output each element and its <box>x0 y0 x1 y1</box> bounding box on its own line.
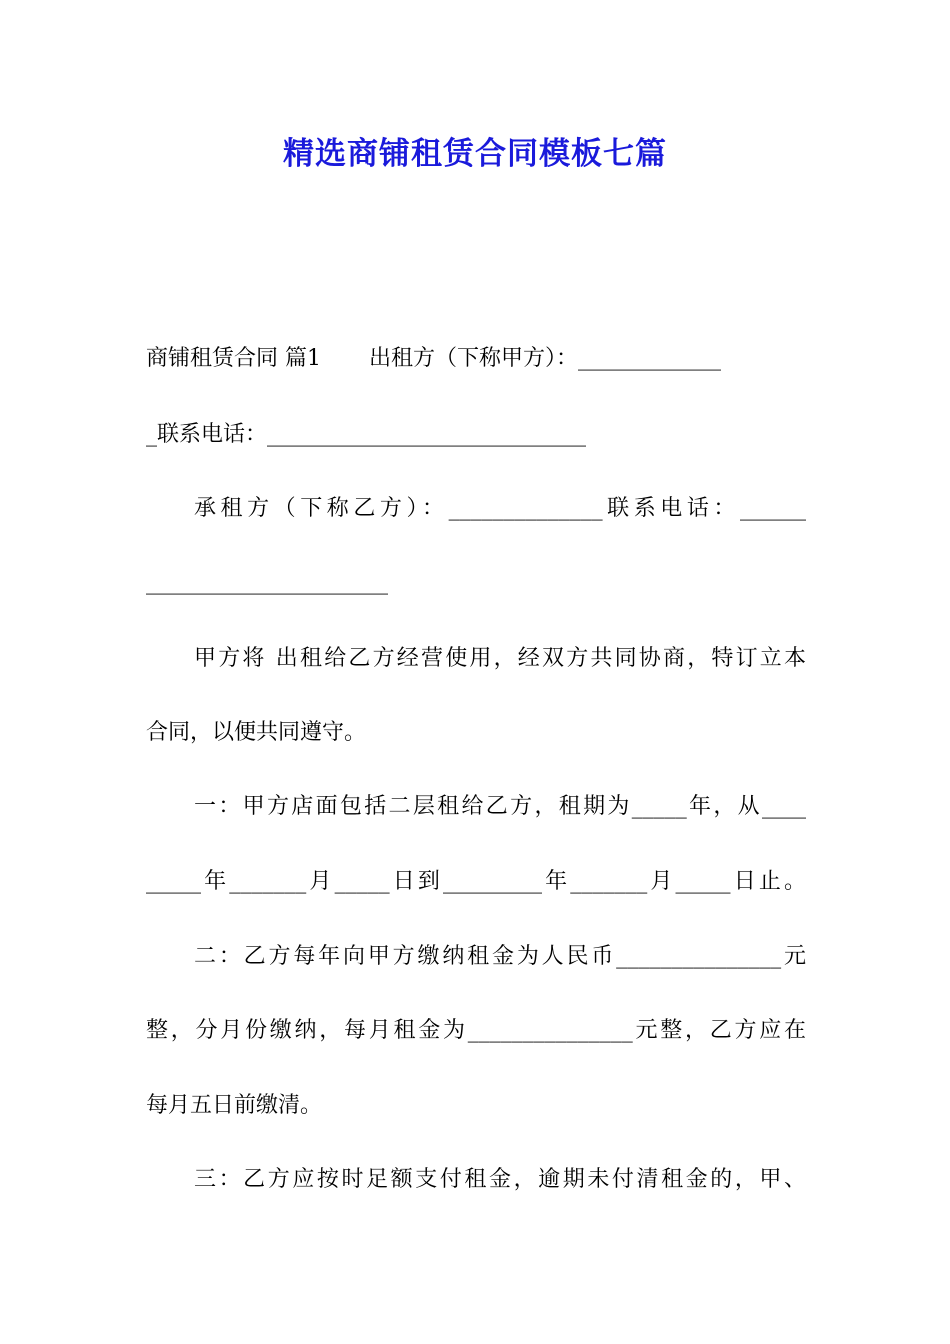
clause-1-line-1: 一：甲方店面包括二层租给乙方，租期为_____年，从____ <box>194 794 806 819</box>
lessee-line: 承租方（下称乙方）：______________联系电话：______ <box>194 496 806 521</box>
lessor-phone-line: _联系电话：_____________________________ <box>146 422 587 447</box>
contract-heading-line <box>146 343 806 375</box>
clause-3-line-1: 三：乙方应按时足额支付租金，逾期未付清租金的，甲、 <box>194 1167 806 1192</box>
lessor-field: 出租方（下称甲方）：_____________ <box>369 346 722 371</box>
clause-2-line-3: 每月五日前缴清。 <box>146 1093 323 1118</box>
contract-heading: 商铺租赁合同 篇1 <box>146 346 321 371</box>
clause-1-line-2: _____年_______月_____日到_________年_______月_____日止。 <box>146 869 806 894</box>
clause-2-line-1: 二：乙方每年向甲方缴纳租金为人民币_______________元 <box>194 944 806 969</box>
paragraph-intro-line-2: 合同，以便共同遵守。 <box>146 720 367 745</box>
clause-2-line-2: 整，分月份缴纳，每月租金为_______________元整，乙方应在 <box>146 1018 806 1043</box>
document-title: 精选商铺租赁合同模板七篇 <box>283 136 667 172</box>
paragraph-intro-line-1: 甲方将 出租给乙方经营使用，经双方共同协商，特订立本 <box>194 646 806 671</box>
lessee-phone-continuation: ______________________ <box>146 570 388 595</box>
